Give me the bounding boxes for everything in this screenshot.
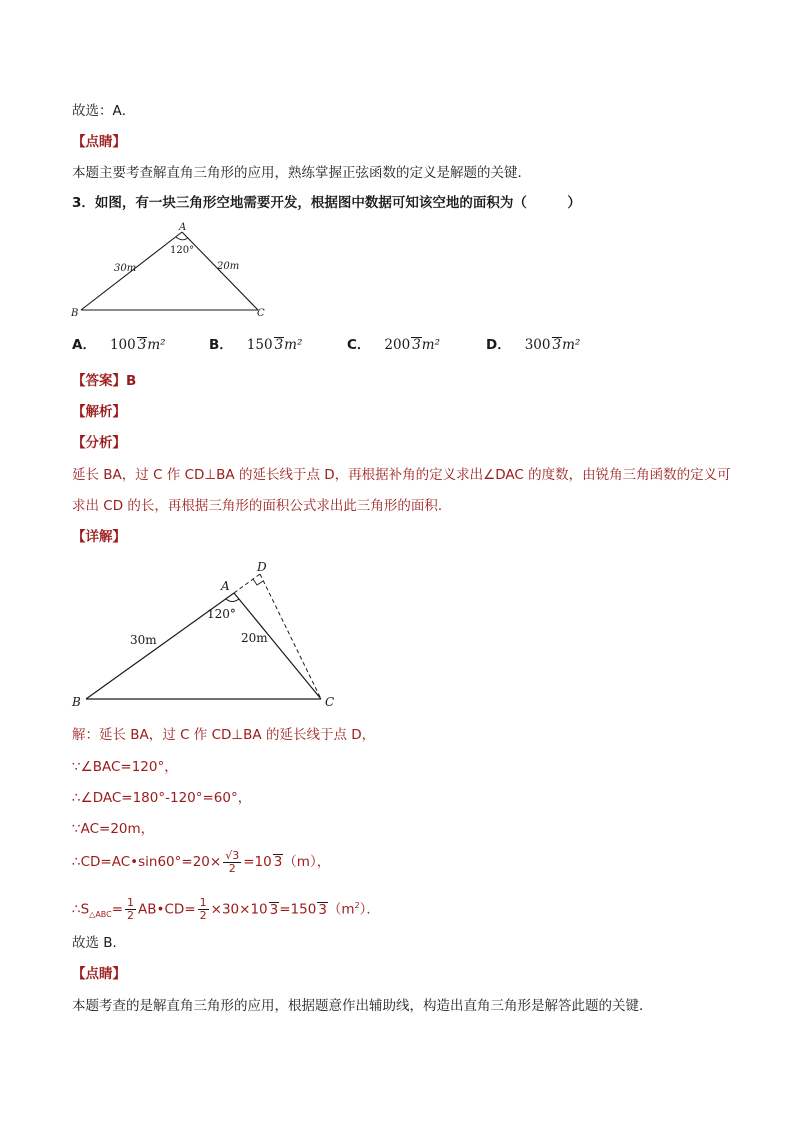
solution-line-3: ∴∠DAC=180°-120°=60°，: [72, 790, 252, 806]
option-c: C． 200 3m²: [347, 337, 441, 353]
triangle-figure-1: [66, 220, 276, 320]
choose-line-q3: 故选 B．: [72, 935, 127, 951]
fenxi-label: 【分析】: [72, 435, 126, 451]
fenxi-line-2: 求出 CD 的长，再根据三角形的面积公式求出此三角形的面积．: [72, 498, 452, 514]
triangle-figure-2: [66, 556, 356, 716]
fig1-label-ac: 20m: [217, 261, 240, 272]
dianjing-label-q2: 【点睛】: [72, 134, 126, 150]
dianjing-text-q3: 本题考查的是解直角三角形的应用，根据题意作出辅助线，构造出直角三角形是解答此题的关键．: [72, 998, 653, 1014]
solution-line-6: $\therefore S_{\triangle ABC}=$ $\frac{1}{2}$ AB•CD= $\frac{1}{2}$ ×30×10 3=150 $3(m^2)$．: [72, 896, 380, 922]
choose-line-q2: 故选：A．: [72, 103, 136, 119]
fig1-label-a: A: [179, 222, 187, 233]
solution-line-4: ∵AC=20m，: [72, 821, 155, 837]
fig2-label-b: B: [72, 695, 81, 709]
option-d: D． 300 3m²: [486, 337, 581, 353]
fig2-label-a: A: [221, 579, 230, 593]
fig2-angle: 120°: [207, 607, 236, 621]
fig2-label-d: D: [257, 560, 267, 574]
fig2-label-ac: 20m: [241, 631, 268, 645]
solution-line-5: ∴CD=AC•sin60°=20× $\frac{√3}{2}$ =10 3（m），: [72, 848, 331, 875]
fig1-angle: 120°: [170, 245, 195, 256]
fraction-sqrt3-over-2: $\frac{√3}{2}$: [225, 848, 240, 875]
option-a: A． 100 3m²: [72, 337, 166, 353]
fig1-label-ab: 30m: [114, 263, 137, 274]
fig1-label-c: C: [257, 308, 265, 319]
xiangjie-label: 【详解】: [72, 529, 126, 545]
question-3: 3．如图，有一块三角形空地需要开发，根据图中数据可知该空地的面积为（ ）: [72, 195, 581, 211]
option-b: B． 150 3m²: [209, 337, 303, 353]
fraction-one-half-1: $\frac{1}{2}$: [127, 896, 135, 922]
fig2-label-c: C: [325, 695, 335, 709]
fig2-label-ab: 30m: [130, 633, 157, 647]
fraction-one-half-2: $\frac{1}{2}$: [199, 896, 207, 922]
solution-line-2: ∵∠BAC=120°，: [72, 759, 178, 775]
solution-line-1: 解：延长 BA，过 C 作 CD⊥BA 的延长线于点 D，: [72, 727, 376, 743]
answer-line: 【答案】B: [72, 373, 137, 389]
fig1-label-b: B: [71, 308, 79, 319]
dianjing-text-q2: 本题主要考查解直角三角形的应用，熟练掌握正弦函数的定义是解题的关键．: [72, 165, 531, 181]
dianjing-label-q3: 【点睛】: [72, 966, 126, 982]
jiexi-label: 【解析】: [72, 404, 126, 420]
fenxi-line-1: 延长 BA，过 C 作 CD⊥BA 的延长线于点 D，再根据补角的定义求出∠DAC 的度数，由锐角三角函数的定义可: [72, 467, 731, 483]
